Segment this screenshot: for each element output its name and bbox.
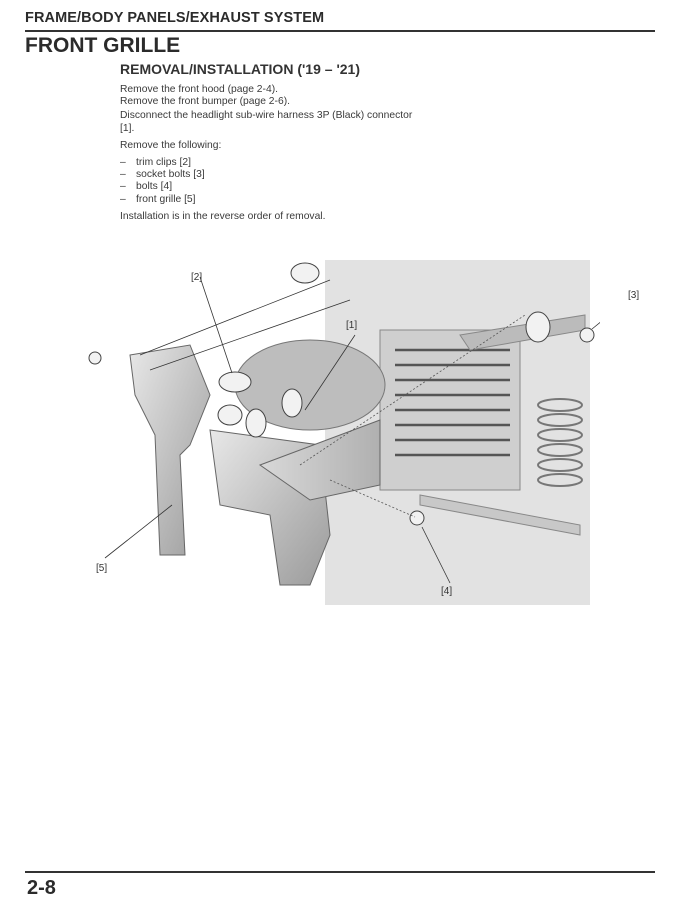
callout-1: [1] [346, 320, 358, 331]
list-item: – trim clips [2] [120, 157, 191, 169]
callout-4: [4] [441, 586, 453, 597]
callout-3: [3] [628, 290, 640, 301]
list-item: – bolts [4] [120, 181, 173, 193]
page-title: FRONT GRILLE [25, 34, 181, 57]
step-remove-hood: Remove the front hood (page 2-4). [120, 84, 278, 95]
callout-2: [2] [191, 272, 203, 283]
list-item: – socket bolts [3] [120, 169, 205, 181]
callout-5: [5] [96, 563, 108, 574]
exploded-view-figure [60, 255, 640, 615]
section-header: FRAME/BODY PANELS/EXHAUST SYSTEM [25, 10, 325, 26]
header-rule [25, 30, 655, 32]
step-disconnect-connector: Disconnect the headlight sub-wire harness 3P (Black) connector [1]. [120, 110, 413, 134]
front-grille-diagram [60, 255, 600, 615]
step-remove-bumper: Remove the front bumper (page 2-6). [120, 96, 290, 108]
step-remove-following: Remove the following: [120, 139, 222, 151]
page-number: 2-8 [27, 877, 56, 899]
procedure-body [120, 84, 420, 228]
procedure-subtitle: REMOVAL/INSTALLATION ('19 – '21) [120, 61, 361, 77]
installation-note: Installation is in the reverse order of removal. [120, 210, 326, 222]
footer-rule [25, 871, 655, 873]
parts-list [120, 157, 420, 206]
list-item: – front grille [5] [120, 193, 196, 205]
